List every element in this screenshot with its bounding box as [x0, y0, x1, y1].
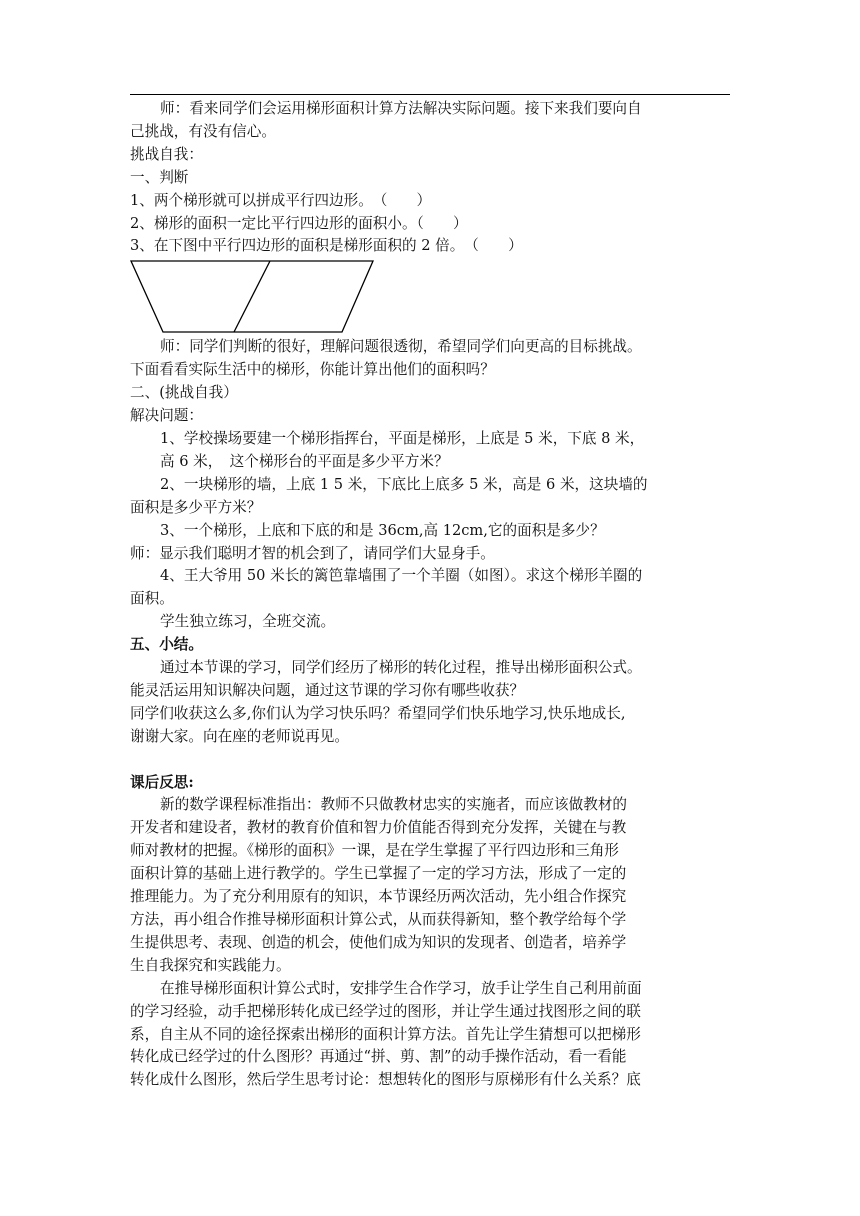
section-heading: 挑战自我： — [130, 145, 203, 163]
paragraph-line: 转化成已经学过的什么图形？再通过“拼、剪、割”的动手操作活动，看一看能 — [130, 1048, 627, 1066]
section-heading: 二、(挑战自我） — [130, 384, 238, 402]
section-heading: 解决问题： — [130, 407, 203, 425]
paragraph-line: 方法，再小组合作推导梯形面积计算公式，从而获得新知，整个教学给每个学 — [130, 910, 627, 928]
paragraph-line: 新的数学课程标准指出：教师不只做教材忠实的实施者，而应该做教材的 — [160, 796, 628, 814]
dividing-line — [234, 261, 270, 332]
paragraph-line: 转化成什么图形，然后学生思考讨论：想想转化的图形与原梯形有什么关系？底 — [130, 1071, 641, 1089]
parallelogram-trapezoid-diagram — [130, 258, 380, 336]
reflection-heading: 课后反思: — [130, 773, 194, 791]
section-heading: 一、判断 — [130, 168, 189, 186]
paragraph-line: 师：同学们判断的很好，理解问题很透彻，希望同学们向更高的目标挑战。 — [160, 338, 642, 356]
problem-item: 面积是多少平方米？ — [130, 498, 262, 516]
spacer — [130, 749, 730, 772]
parallelogram-figure — [130, 258, 730, 336]
paragraph-line: 生自我探究和实践能力。 — [130, 956, 291, 974]
problem-item: 3、一个梯形，上底和下底的和是 36cm,高 12cm,它的面积是多少？ — [160, 521, 605, 539]
paragraph-line: 学生独立练习，全班交流。 — [160, 613, 336, 631]
paragraph-line: 生提供思考、表现、创造的机会，使他们成为知识的发现者、创造者，培养学 — [130, 933, 627, 951]
paragraph-line: 面积计算的基础上进行教学的。学生已掌握了一定的学习方法，形成了一定的 — [130, 865, 627, 883]
paragraph-line: 己挑战，有没有信心。 — [130, 122, 276, 140]
question-item: 1、两个梯形就可以拼成平行四边形。 （ ） — [130, 191, 432, 209]
paragraph-line: 下面看看实际生活中的梯形，你能计算出他们的面积吗？ — [130, 361, 495, 379]
paragraph-line: 能灵活运用知识解决问题，通过这节课的学习你有哪些收获？ — [130, 681, 525, 699]
question-item: 2、梯形的面积一定比平行四边形的面积小。（ ） — [130, 214, 468, 232]
question-item: 3、在下图中平行四边形的面积是梯形面积的 2 倍。 （ ） — [130, 237, 523, 255]
paragraph-line: 谢谢大家。向在座的老师说再见。 — [130, 727, 349, 745]
paragraph-line: 通过本节课的学习，同学们经历了梯形的转化过程，推导出梯形面积公式。 — [160, 659, 642, 677]
paragraph-line: 同学们收获这么多,你们认为学习快乐吗？希望同学们快乐地学习,快乐地成长, — [130, 704, 626, 722]
paragraph-line: 开发者和建设者，教材的教育价值和智力价值能否得到充分发挥，关键在与教 — [130, 819, 627, 837]
paragraph-line: 在推导梯形面积计算公式时，安排学生合作学习，放手让学生自己利用前面 — [160, 979, 642, 997]
paragraph-line: 的学习经验，动手把梯形转化成已经学过的图形，并让学生通过找图形之间的联 — [130, 1002, 641, 1020]
paragraph-line: 系，自主从不同的途径探索出梯形的面积计算方法。首先让学生猜想可以把梯形 — [130, 1025, 641, 1043]
problem-item: 高 6 米， 这个梯形台的平面是多少平方米？ — [160, 452, 449, 470]
paragraph-line: 师：看来同学们会运用梯形面积计算方法解决实际问题。接下来我们要向自 — [160, 100, 642, 117]
paragraph-line: 推理能力。为了充分利用原有的知识，本节课经历两次活动，先小组合作探究 — [130, 888, 627, 906]
problem-item: 4、王大爷用 50 米长的篱笆靠墙围了一个羊圈（如图）。求这个梯形羊圈的 — [160, 567, 643, 585]
problem-item: 2、一块梯形的墙，上底 1 5 米，下底比上底多 5 米，高是 6 米，这块墙的 — [160, 475, 648, 493]
document-body — [130, 98, 730, 1092]
paragraph-line: 师：显示我们聪明才智的机会到了，请同学们大显身手。 — [130, 544, 495, 562]
problem-item: 面积。 — [130, 590, 174, 608]
paragraph-line: 师对教材的把握。《梯形的面积》一课，是在学生掌握了平行四边形和三角形 — [130, 842, 619, 860]
section-heading: 五、小结。 — [130, 636, 203, 654]
header-rule — [130, 94, 730, 95]
problem-item: 1、学校操场要建一个梯形指挥台，平面是梯形，上底是 5 米，下底 8 米， — [160, 429, 645, 447]
